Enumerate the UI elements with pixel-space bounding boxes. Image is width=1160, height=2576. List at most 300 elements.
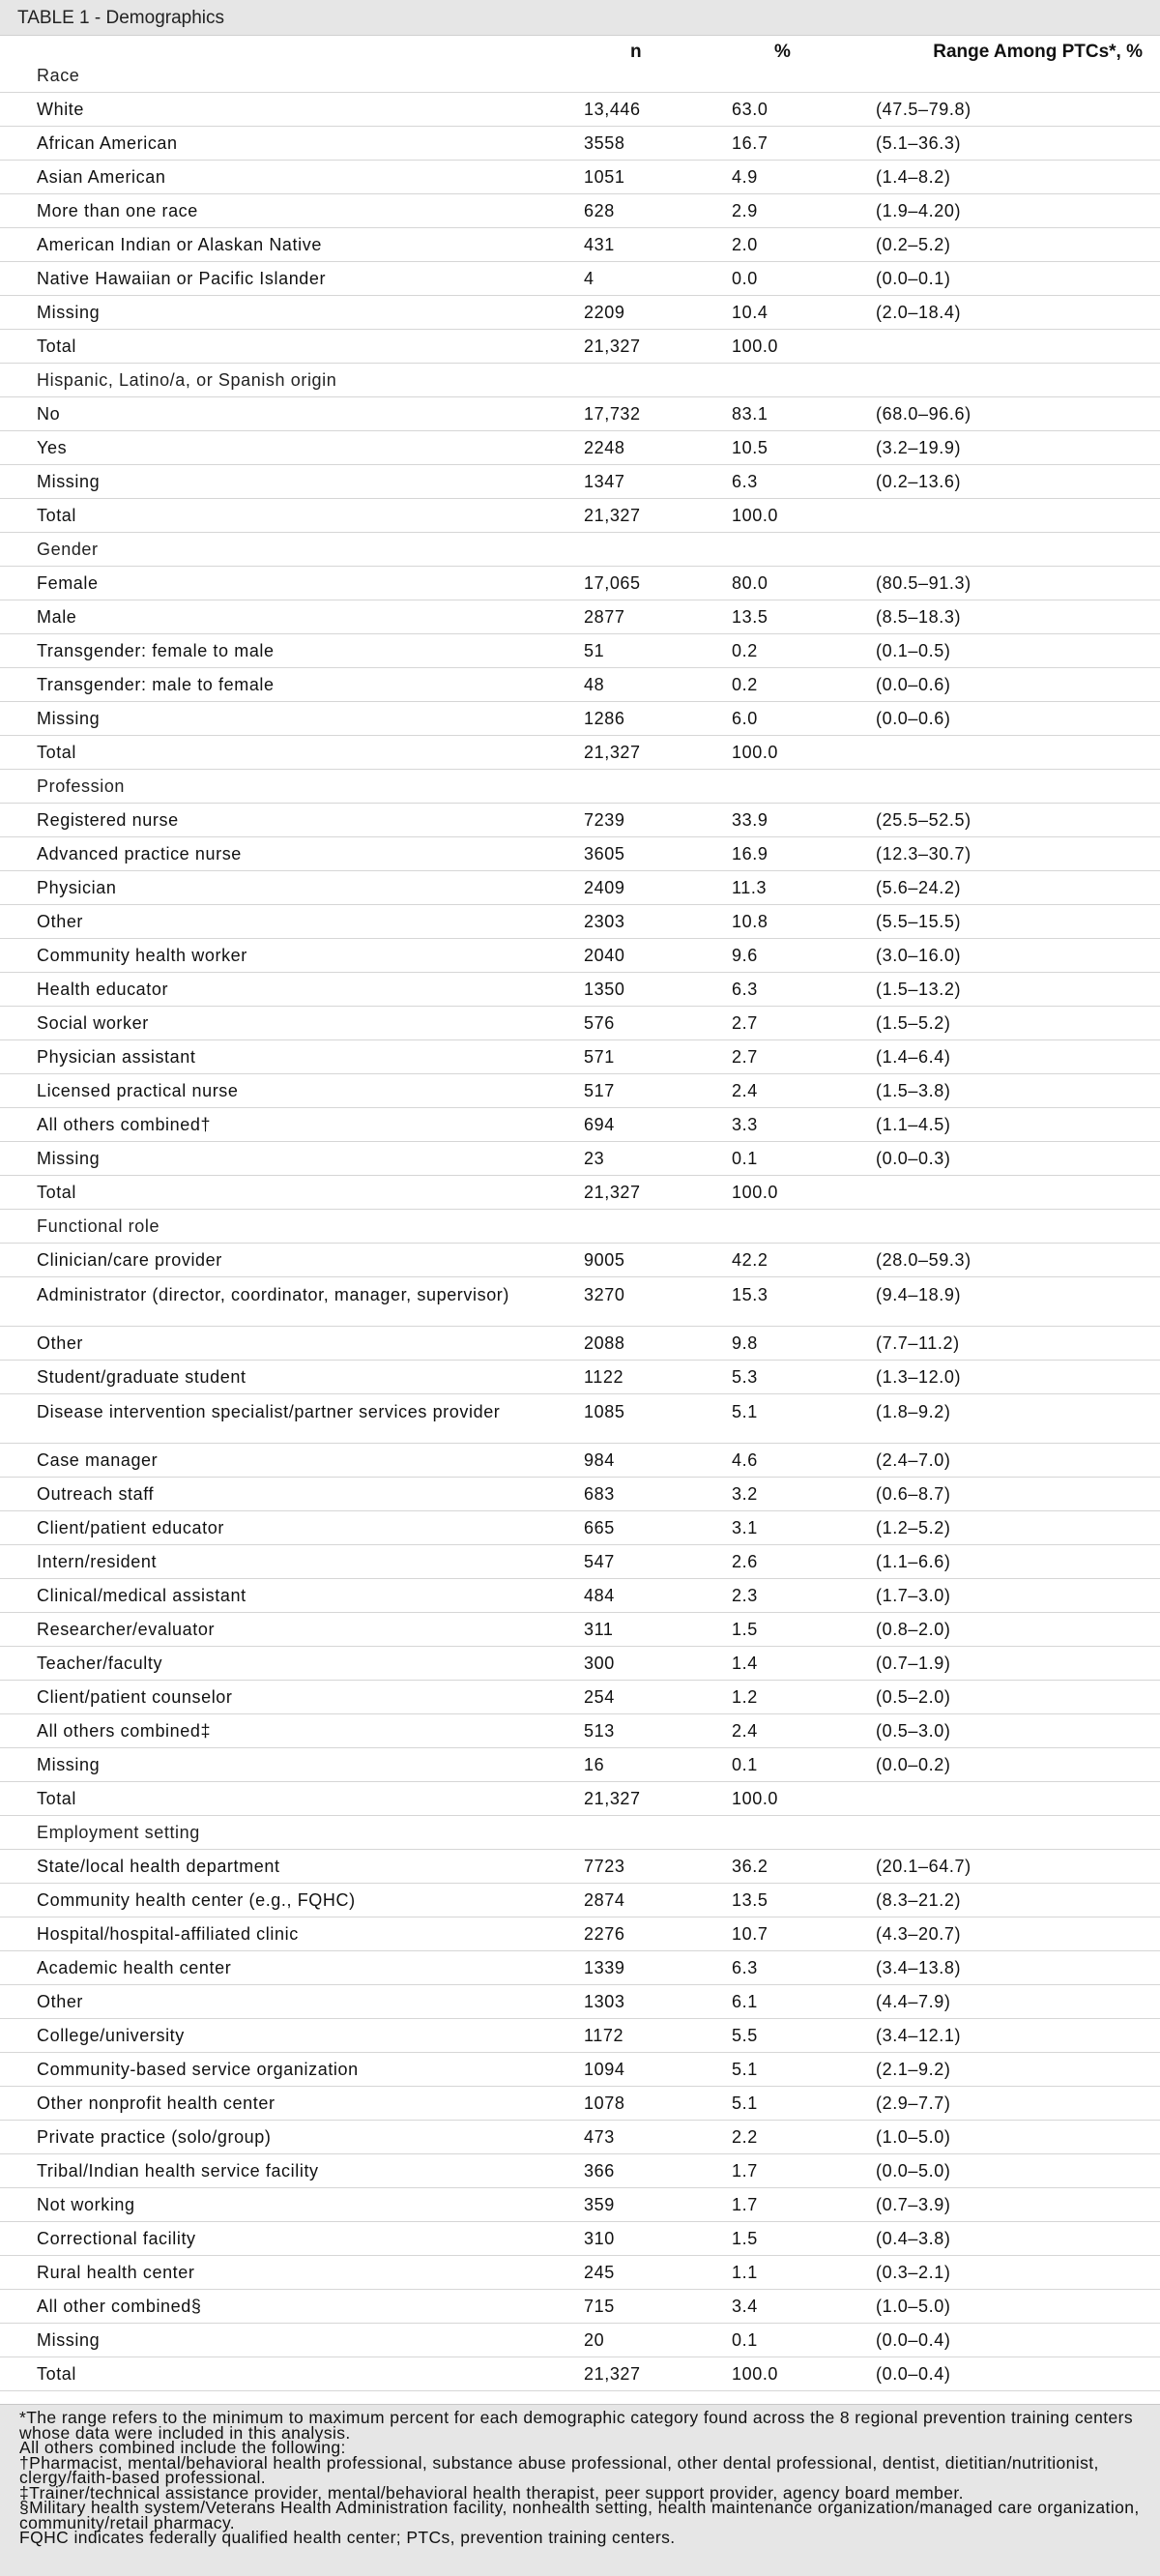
row-label: Missing <box>37 2330 101 2350</box>
row-percent-value: 0.2 <box>732 641 758 660</box>
row-percent-value: 10.5 <box>732 438 768 457</box>
row-range-value: (2.9–7.7) <box>876 2093 951 2113</box>
row-range-value: (20.1–64.7) <box>876 1857 972 1876</box>
table-row <box>0 1545 1160 1579</box>
row-label: Missing <box>37 709 101 728</box>
row-range-value: (4.4–7.9) <box>876 1992 951 2011</box>
table-row <box>0 296 1160 330</box>
row-label: More than one race <box>37 201 198 220</box>
row-percent-value: 100.0 <box>732 337 779 356</box>
row-percent-value: 0.1 <box>732 1149 758 1168</box>
column-header-range: Range Among PTCs*, % <box>933 42 1143 62</box>
row-percent-value: 2.0 <box>732 235 758 254</box>
row-n-value: 13,446 <box>584 100 641 119</box>
row-label: Community health center (e.g., FQHC) <box>37 1890 356 1910</box>
row-n-value: 2877 <box>584 607 625 627</box>
row-percent-value: 9.6 <box>732 946 758 965</box>
row-n-value: 571 <box>584 1047 615 1067</box>
row-percent-value: 2.3 <box>732 1586 758 1605</box>
row-range-value: (1.0–5.0) <box>876 2127 951 2147</box>
table-row <box>0 871 1160 905</box>
table-row <box>0 1782 1160 1816</box>
row-label: Intern/resident <box>37 1552 158 1571</box>
row-label: Yes <box>37 438 68 457</box>
row-n-value: 3558 <box>584 133 625 153</box>
row-n-value: 513 <box>584 1721 615 1741</box>
table-row <box>0 127 1160 161</box>
table-row <box>0 1613 1160 1647</box>
row-n-value: 20 <box>584 2330 605 2350</box>
row-n-value: 3605 <box>584 844 625 864</box>
row-percent-value: 6.3 <box>732 472 758 491</box>
row-range-value: (7.7–11.2) <box>876 1333 960 1353</box>
row-range-value: (1.5–3.8) <box>876 1081 951 1100</box>
row-percent-value: 5.5 <box>732 2026 758 2045</box>
row-percent-value: 83.1 <box>732 404 768 424</box>
row-n-value: 2874 <box>584 1890 625 1910</box>
table-row <box>0 1478 1160 1511</box>
row-label: Total <box>37 1789 77 1808</box>
row-label: Transgender: male to female <box>37 675 275 694</box>
table-row <box>0 1244 1160 1277</box>
row-percent-value: 10.8 <box>732 912 768 931</box>
row-n-value: 21,327 <box>584 337 641 356</box>
row-percent-value: 0.0 <box>732 269 758 288</box>
table-row <box>0 1394 1160 1444</box>
row-n-value: 1350 <box>584 980 625 999</box>
row-n-value: 715 <box>584 2297 615 2316</box>
row-percent-value: 10.7 <box>732 1924 768 1944</box>
table-row <box>0 2087 1160 2121</box>
row-range-value: (1.9–4.20) <box>876 201 962 220</box>
table-row <box>0 465 1160 499</box>
table-body <box>0 59 1160 2391</box>
row-percent-value: 13.5 <box>732 1890 768 1910</box>
table-row <box>0 1579 1160 1613</box>
row-label: Tribal/Indian health service facility <box>37 2161 319 2181</box>
row-percent-value: 5.1 <box>732 1402 758 1421</box>
row-n-value: 16 <box>584 1755 605 1774</box>
row-label: African American <box>37 133 178 153</box>
row-percent-value: 2.2 <box>732 2127 758 2147</box>
table-row <box>0 1748 1160 1782</box>
table-row <box>0 1327 1160 1361</box>
table-row <box>0 1951 1160 1985</box>
table-row <box>0 1108 1160 1142</box>
row-range-value: (1.4–8.2) <box>876 167 951 187</box>
row-range-value: (0.1–0.5) <box>876 641 951 660</box>
row-label: Physician <box>37 878 117 897</box>
row-n-value: 2409 <box>584 878 625 897</box>
row-percent-value: 1.7 <box>732 2195 758 2214</box>
row-n-value: 2276 <box>584 1924 625 1944</box>
row-label: Total <box>37 337 77 356</box>
row-label: Race <box>37 66 80 85</box>
row-percent-value: 36.2 <box>732 1857 768 1876</box>
row-label: Disease intervention specialist/partner services provider <box>37 1402 501 1421</box>
row-label: Total <box>37 506 77 525</box>
row-label: Functional role <box>37 1216 160 1236</box>
row-label: Client/patient educator <box>37 1518 224 1537</box>
row-label: Correctional facility <box>37 2229 196 2248</box>
table-row <box>0 1007 1160 1040</box>
row-percent-value: 1.4 <box>732 1654 758 1673</box>
row-range-value: (0.0–0.4) <box>876 2330 951 2350</box>
row-label: Total <box>37 743 77 762</box>
row-n-value: 1286 <box>584 709 625 728</box>
row-label: Missing <box>37 1149 101 1168</box>
row-n-value: 245 <box>584 2263 615 2282</box>
row-percent-value: 100.0 <box>732 743 779 762</box>
row-label: Not working <box>37 2195 135 2214</box>
row-percent-value: 13.5 <box>732 607 768 627</box>
row-label: Teacher/faculty <box>37 1654 163 1673</box>
row-range-value: (5.5–15.5) <box>876 912 962 931</box>
row-label: Clinical/medical assistant <box>37 1586 246 1605</box>
row-n-value: 254 <box>584 1687 615 1707</box>
table-row <box>0 2188 1160 2222</box>
row-label: Academic health center <box>37 1958 232 1977</box>
table-row <box>0 2357 1160 2391</box>
row-range-value: (0.6–8.7) <box>876 1484 951 1504</box>
footnote-range: *The range refers to the minimum to maximum percent for each demographic category found across the 8 regional prevention training centers whose data were included in this analysis. <box>19 2408 1134 2443</box>
row-percent-value: 6.0 <box>732 709 758 728</box>
row-percent-value: 33.9 <box>732 810 768 830</box>
column-header-percent: % <box>774 42 791 62</box>
row-n-value: 366 <box>584 2161 615 2181</box>
row-label: Researcher/evaluator <box>37 1620 216 1639</box>
table-row <box>0 397 1160 431</box>
footnote-dagger: †Pharmacist, mental/behavioral health professional, substance abuse professional, other dental professional, dentist, dietitian/nutritionist, clergy/faith-based professional. <box>19 2452 1099 2487</box>
table-row <box>0 1681 1160 1714</box>
row-n-value: 9005 <box>584 1250 625 1270</box>
table-row <box>0 600 1160 634</box>
row-label: Profession <box>37 776 126 796</box>
row-range-value: (2.1–9.2) <box>876 2060 951 2079</box>
footnote-others-intro: All others combined include the following: <box>19 2438 346 2457</box>
row-n-value: 23 <box>584 1149 605 1168</box>
row-label: College/university <box>37 2026 185 2045</box>
row-range-value: (12.3–30.7) <box>876 844 972 864</box>
row-percent-value: 100.0 <box>732 1789 779 1808</box>
row-range-value: (0.5–3.0) <box>876 1721 951 1741</box>
row-label: Missing <box>37 1755 101 1774</box>
row-label: All others combined† <box>37 1115 212 1134</box>
row-percent-value: 3.2 <box>732 1484 758 1504</box>
table-row <box>0 1361 1160 1394</box>
row-label: White <box>37 100 85 119</box>
row-label: Female <box>37 573 99 593</box>
row-n-value: 21,327 <box>584 743 641 762</box>
row-label: Male <box>37 607 77 627</box>
row-label: Community-based service organization <box>37 2060 359 2079</box>
row-range-value: (0.5–2.0) <box>876 1687 951 1707</box>
row-percent-value: 4.6 <box>732 1450 758 1470</box>
row-n-value: 1078 <box>584 2093 625 2113</box>
footnote-double-dagger: ‡Trainer/technical assistance provider, mental/behavioral health therapist, peer support provider, agency board member. <box>19 2482 964 2503</box>
table-row <box>0 2290 1160 2324</box>
row-label: Administrator (director, coordinator, manager, supervisor) <box>37 1285 509 1304</box>
row-label: Gender <box>37 540 99 559</box>
table-row <box>0 2121 1160 2154</box>
row-range-value: (47.5–79.8) <box>876 100 972 119</box>
row-n-value: 300 <box>584 1654 615 1673</box>
row-label: Other <box>37 1992 84 2011</box>
row-label: Other <box>37 912 84 931</box>
row-n-value: 683 <box>584 1484 615 1504</box>
row-range-value: (28.0–59.3) <box>876 1250 972 1270</box>
row-percent-value: 100.0 <box>732 506 779 525</box>
row-percent-value: 5.1 <box>732 2093 758 2113</box>
table-row <box>0 1985 1160 2019</box>
table-row <box>0 2256 1160 2290</box>
row-label: Hispanic, Latino/a, or Spanish origin <box>37 370 337 390</box>
table-row <box>0 668 1160 702</box>
row-label: Client/patient counselor <box>37 1687 233 1707</box>
table-row <box>0 702 1160 736</box>
category-header-row <box>0 364 1160 397</box>
footnote-section: §Military health system/Veterans Health Administration facility, nonhealth setting, health maintenance organization/managed care organization, community/retail pharmacy. <box>19 2498 1140 2532</box>
row-percent-value: 1.7 <box>732 2161 758 2181</box>
row-n-value: 21,327 <box>584 2364 641 2384</box>
row-n-value: 2088 <box>584 1333 625 1353</box>
row-n-value: 1051 <box>584 167 625 187</box>
row-percent-value: 1.2 <box>732 1687 758 1707</box>
table-row <box>0 1176 1160 1210</box>
row-label: Registered nurse <box>37 810 179 830</box>
row-range-value: (0.0–0.1) <box>876 269 951 288</box>
row-percent-value: 5.3 <box>732 1367 758 1387</box>
footnote-abbreviations: FQHC indicates federally qualified health center; PTCs, prevention training centers. <box>19 2528 676 2547</box>
row-range-value: (1.3–12.0) <box>876 1367 962 1387</box>
row-n-value: 4 <box>584 269 594 288</box>
row-label: Health educator <box>37 980 169 999</box>
row-range-value: (8.3–21.2) <box>876 1890 962 1910</box>
row-percent-value: 2.4 <box>732 1721 758 1741</box>
table-row <box>0 2154 1160 2188</box>
row-range-value: (1.8–9.2) <box>876 1402 951 1421</box>
row-label: Advanced practice nurse <box>37 844 242 864</box>
table-row <box>0 194 1160 228</box>
row-label: Hospital/hospital-affiliated clinic <box>37 1924 299 1944</box>
row-n-value: 2248 <box>584 438 625 457</box>
row-n-value: 984 <box>584 1450 615 1470</box>
row-percent-value: 2.7 <box>732 1013 758 1033</box>
table-row <box>0 973 1160 1007</box>
row-label: Asian American <box>37 167 166 187</box>
row-range-value: (5.6–24.2) <box>876 878 962 897</box>
row-range-value: (0.7–1.9) <box>876 1654 951 1673</box>
table-row <box>0 634 1160 668</box>
row-range-value: (0.2–5.2) <box>876 235 951 254</box>
row-n-value: 48 <box>584 675 605 694</box>
row-range-value: (3.0–16.0) <box>876 946 962 965</box>
row-percent-value: 63.0 <box>732 100 768 119</box>
row-n-value: 665 <box>584 1518 615 1537</box>
row-label: Community health worker <box>37 946 247 965</box>
row-range-value: (0.0–0.6) <box>876 675 951 694</box>
row-label: Rural health center <box>37 2263 195 2282</box>
table-row <box>0 1444 1160 1478</box>
row-n-value: 694 <box>584 1115 615 1134</box>
row-range-value: (0.3–2.1) <box>876 2263 951 2282</box>
row-n-value: 17,732 <box>584 404 641 424</box>
table-footnotes <box>0 2404 1160 2576</box>
row-range-value: (2.0–18.4) <box>876 303 962 322</box>
row-range-value: (80.5–91.3) <box>876 573 972 593</box>
row-label: All others combined‡ <box>37 1721 212 1741</box>
row-n-value: 576 <box>584 1013 615 1033</box>
table-row <box>0 499 1160 533</box>
row-range-value: (1.1–6.6) <box>876 1552 951 1571</box>
table-row <box>0 262 1160 296</box>
row-label: Other <box>37 1333 84 1353</box>
row-percent-value: 2.9 <box>732 201 758 220</box>
row-percent-value: 6.3 <box>732 980 758 999</box>
row-n-value: 21,327 <box>584 506 641 525</box>
table-row <box>0 1714 1160 1748</box>
table-row <box>0 1142 1160 1176</box>
row-label: Licensed practical nurse <box>37 1081 239 1100</box>
row-label: Clinician/care provider <box>37 1250 222 1270</box>
row-n-value: 7723 <box>584 1857 625 1876</box>
column-header-n: n <box>630 42 642 62</box>
row-range-value: (3.4–13.8) <box>876 1958 962 1977</box>
row-label: Employment setting <box>37 1823 200 1842</box>
row-label: Other nonprofit health center <box>37 2093 276 2113</box>
row-percent-value: 2.4 <box>732 1081 758 1100</box>
row-percent-value: 6.1 <box>732 1992 758 2011</box>
row-range-value: (0.0–0.6) <box>876 709 951 728</box>
table-row <box>0 2324 1160 2357</box>
table-row <box>0 330 1160 364</box>
row-n-value: 628 <box>584 201 615 220</box>
row-label: Transgender: female to male <box>37 641 275 660</box>
row-label: All other combined§ <box>37 2297 202 2316</box>
row-range-value: (1.5–13.2) <box>876 980 962 999</box>
category-header-row <box>0 533 1160 567</box>
row-range-value: (1.5–5.2) <box>876 1013 951 1033</box>
row-range-value: (1.2–5.2) <box>876 1518 951 1537</box>
row-percent-value: 6.3 <box>732 1958 758 1977</box>
row-range-value: (8.5–18.3) <box>876 607 962 627</box>
row-percent-value: 15.3 <box>732 1285 768 1304</box>
row-label: American Indian or Alaskan Native <box>37 235 322 254</box>
table-row <box>0 2053 1160 2087</box>
table-row <box>0 1511 1160 1545</box>
row-label: Private practice (solo/group) <box>37 2127 272 2147</box>
row-n-value: 1172 <box>584 2026 624 2045</box>
row-n-value: 21,327 <box>584 1789 641 1808</box>
row-label: Native Hawaiian or Pacific Islander <box>37 269 327 288</box>
row-range-value: (0.0–0.4) <box>876 2364 951 2384</box>
row-n-value: 473 <box>584 2127 615 2147</box>
row-label: State/local health department <box>37 1857 280 1876</box>
row-n-value: 547 <box>584 1552 615 1571</box>
row-label: Outreach staff <box>37 1484 155 1504</box>
table-row <box>0 228 1160 262</box>
category-header-row <box>0 59 1160 93</box>
row-n-value: 2303 <box>584 912 625 931</box>
row-range-value: (3.2–19.9) <box>876 438 962 457</box>
table-row <box>0 837 1160 871</box>
row-percent-value: 80.0 <box>732 573 768 593</box>
row-n-value: 1339 <box>584 1958 625 1977</box>
category-header-row <box>0 1210 1160 1244</box>
row-percent-value: 42.2 <box>732 1250 768 1270</box>
row-range-value: (2.4–7.0) <box>876 1450 951 1470</box>
row-n-value: 1122 <box>584 1367 624 1387</box>
row-range-value: (68.0–96.6) <box>876 404 972 424</box>
row-n-value: 1085 <box>584 1402 625 1421</box>
row-n-value: 359 <box>584 2195 615 2214</box>
row-percent-value: 3.3 <box>732 1115 758 1134</box>
row-n-value: 431 <box>584 235 615 254</box>
row-label: Total <box>37 2364 77 2384</box>
row-n-value: 21,327 <box>584 1183 641 1202</box>
row-percent-value: 1.5 <box>732 1620 758 1639</box>
table-row <box>0 905 1160 939</box>
row-percent-value: 3.1 <box>732 1518 758 1537</box>
row-percent-value: 16.9 <box>732 844 768 864</box>
row-percent-value: 1.1 <box>732 2263 758 2282</box>
row-percent-value: 0.1 <box>732 2330 758 2350</box>
row-range-value: (0.7–3.9) <box>876 2195 951 2214</box>
row-label: Missing <box>37 472 101 491</box>
row-percent-value: 5.1 <box>732 2060 758 2079</box>
row-range-value: (4.3–20.7) <box>876 1924 962 1944</box>
row-percent-value: 100.0 <box>732 2364 779 2384</box>
row-n-value: 2209 <box>584 303 625 322</box>
row-n-value: 484 <box>584 1586 615 1605</box>
table-row <box>0 1917 1160 1951</box>
row-label: No <box>37 404 61 424</box>
row-range-value: (0.2–13.6) <box>876 472 962 491</box>
table-row <box>0 804 1160 837</box>
table-row <box>0 431 1160 465</box>
row-range-value: (0.0–0.3) <box>876 1149 951 1168</box>
row-percent-value: 10.4 <box>732 303 768 322</box>
table-row <box>0 93 1160 127</box>
row-percent-value: 1.5 <box>732 2229 758 2248</box>
row-n-value: 51 <box>584 641 605 660</box>
row-percent-value: 0.1 <box>732 1755 758 1774</box>
table-row <box>0 1277 1160 1327</box>
table-title: TABLE 1 - Demographics <box>0 0 1160 36</box>
row-label: Physician assistant <box>37 1047 196 1067</box>
row-range-value: (0.0–5.0) <box>876 2161 951 2181</box>
row-range-value: (0.4–3.8) <box>876 2229 951 2248</box>
table-row <box>0 1850 1160 1884</box>
row-percent-value: 2.7 <box>732 1047 758 1067</box>
row-range-value: (1.4–6.4) <box>876 1047 951 1067</box>
row-range-value: (1.1–4.5) <box>876 1115 951 1134</box>
row-range-value: (0.0–0.2) <box>876 1755 951 1774</box>
table-row <box>0 1647 1160 1681</box>
row-label: Social worker <box>37 1013 149 1033</box>
row-percent-value: 11.3 <box>732 878 768 897</box>
row-range-value: (1.7–3.0) <box>876 1586 951 1605</box>
row-n-value: 1303 <box>584 1992 625 2011</box>
row-range-value: (0.8–2.0) <box>876 1620 951 1639</box>
row-range-value: (9.4–18.9) <box>876 1285 962 1304</box>
row-n-value: 311 <box>584 1620 614 1639</box>
table-row <box>0 1074 1160 1108</box>
table-row <box>0 939 1160 973</box>
row-percent-value: 3.4 <box>732 2297 758 2316</box>
table-row <box>0 567 1160 600</box>
row-range-value: (25.5–52.5) <box>876 810 972 830</box>
